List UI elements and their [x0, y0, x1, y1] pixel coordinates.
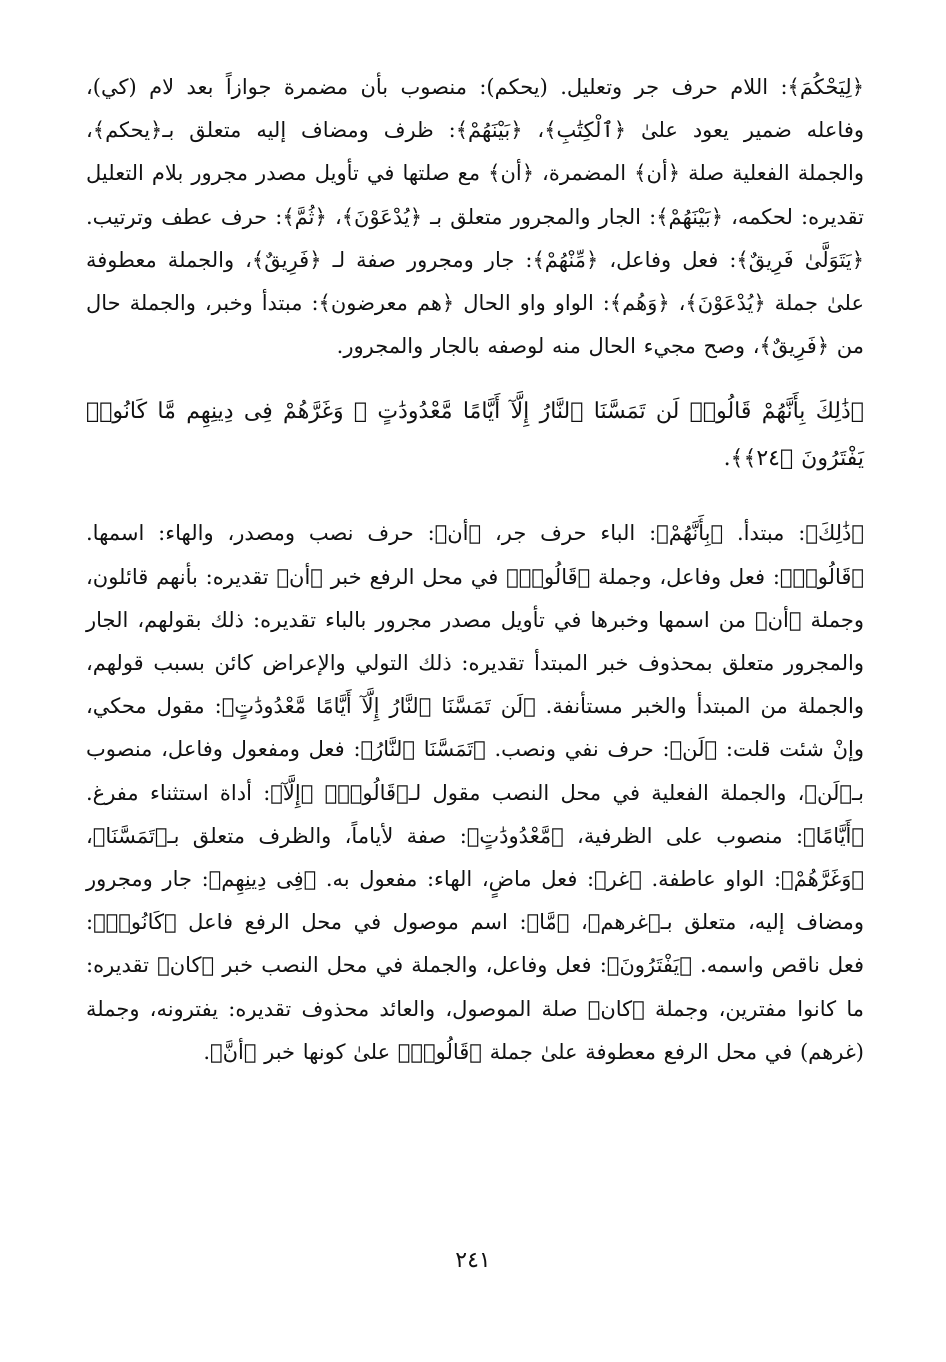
tafsir-paragraph-2 — [86, 512, 864, 1074]
page-number: ٢٤١ — [455, 1248, 491, 1273]
quran-verse — [86, 388, 864, 482]
paragraph-2-text: ﴿ذَٰلِكَ﴾: مبتدأ. ﴿بِأَنَّهُمْ﴾: الباء حرف جر، ﴿أن﴾: حرف نصب ومصدر، والهاء: اسمها. ﴿قَالُوا۟﴾: فعل وفاعل، وجملة ﴿قَالُوا۟﴾ في محل الرفع خبر ﴿أن﴾ تقديره: بأنهم قائلون، وجملة ﴿أن﴾ من اسمها وخبرها في تأويل مصدر مجرور بالباء تقديره: ذلك بقولهم، الجار والمجرور متعلق بمحذوف خبر المبتدأ تقديره: ذلك التولي والإعراض كائن بسبب قولهم، والجملة من المبتدأ والخبر مستأنفة. ﴿لَن تَمَسَّنَا ٱلنَّارُ إِلَّآ أَيَّامًا مَّعْدُودَٰتٍ﴾: مقول محكي، وإنْ شئت قلت: ﴿لَن﴾: حرف نفي ونصب. ﴿تَمَسَّنَا ٱلنَّارُ﴾: فعل ومفعول وفاعل، منصوب بـ﴿لَن﴾، والجملة الفعلية في محل النصب مقول لـ﴿قَالُوا۟﴾ ﴿إِلَّآ﴾: أداة استثناء مفرغ. ﴿أَيَّامًا﴾: منصوب على الظرفية، ﴿مَّعْدُودَٰتٍ﴾: صفة لأياماً، والظرف متعلق بـ﴿تَمَسَّنَا﴾، ﴿وَغَرَّهُمْ﴾: الواو عاطفة. ﴿غر﴾: فعل ماضٍ، الهاء: مفعول به. ﴿فِى دِينِهِم﴾: جار ومجرور ومضاف إليه، متعلق بـ﴿غرهم﴾، ﴿مَّا﴾: اسم موصول في محل الرفع فاعل ﴿كَانُوا۟﴾: فعل ناقص واسمه. ﴿يَفْتَرُونَ﴾: فعل وفاعل، والجملة في محل النصب خبر ﴿كان﴾ تقديره: ما كانوا مفترين، وجملة ﴿كان﴾ صلة الموصول، والعائد محذوف تقديره: يفترونه، وجملة (غرهم) في محل الرفع معطوفة علىٰ جملة ﴿قَالُوا۟﴾ علىٰ كونها خبر ﴿أنَّ﴾. — [86, 521, 864, 1064]
page-body — [86, 66, 864, 1074]
paragraph-1-text: ﴿لِيَحْكُمَ﴾: اللام حرف جر وتعليل. (يحكم): منصوب بأن مضمرة جوازاً بعد لام (كي)، وفاعله ضمير يعود علىٰ ﴿ٱلْكِتَٰبِ﴾، ﴿بَيْنَهُمْ﴾: ظرف ومضاف إليه متعلق بـ﴿يحكم﴾، والجملة الفعلية صلة ﴿أن﴾ المضمرة، ﴿أن﴾ مع صلتها في تأويل مصدر مجرور بلام التعليل تقديره: لحكمه، ﴿بَيْنَهُمْ﴾: الجار والمجرور متعلق بـ ﴿يُدْعَوْنَ﴾، ﴿ثُمَّ﴾: حرف عطف وترتيب. ﴿يَتَوَلَّىٰ فَرِيقٌ﴾: فعل وفاعل، ﴿مِّنْهُمْ﴾: جار ومجرور صفة لـ ﴿فَرِيقٌ﴾، والجملة معطوفة علىٰ جملة ﴿يُدْعَوْنَ﴾، ﴿وَهُم﴾: الواو واو الحال ﴿هم معرضون﴾: مبتدأ وخبر، والجملة حال من ﴿فَرِيقٌ﴾، وصح مجيء الحال منه لوصفه بالجار والمجرور. — [86, 75, 865, 359]
tafsir-paragraph-1 — [86, 66, 864, 368]
verse-text: ﴿ذَٰلِكَ بِأَنَّهُمْ قَالُوا۟ لَن تَمَسَّنَا ٱلنَّارُ إِلَّآ أَيَّامًا مَّعْدُودَٰتٍ ۖ وَغَرَّهُمْ فِى دِينِهِم مَّا كَانُوا۟ يَفْتَرُونَ ﴿٢٤﴾﴾. — [86, 399, 864, 472]
